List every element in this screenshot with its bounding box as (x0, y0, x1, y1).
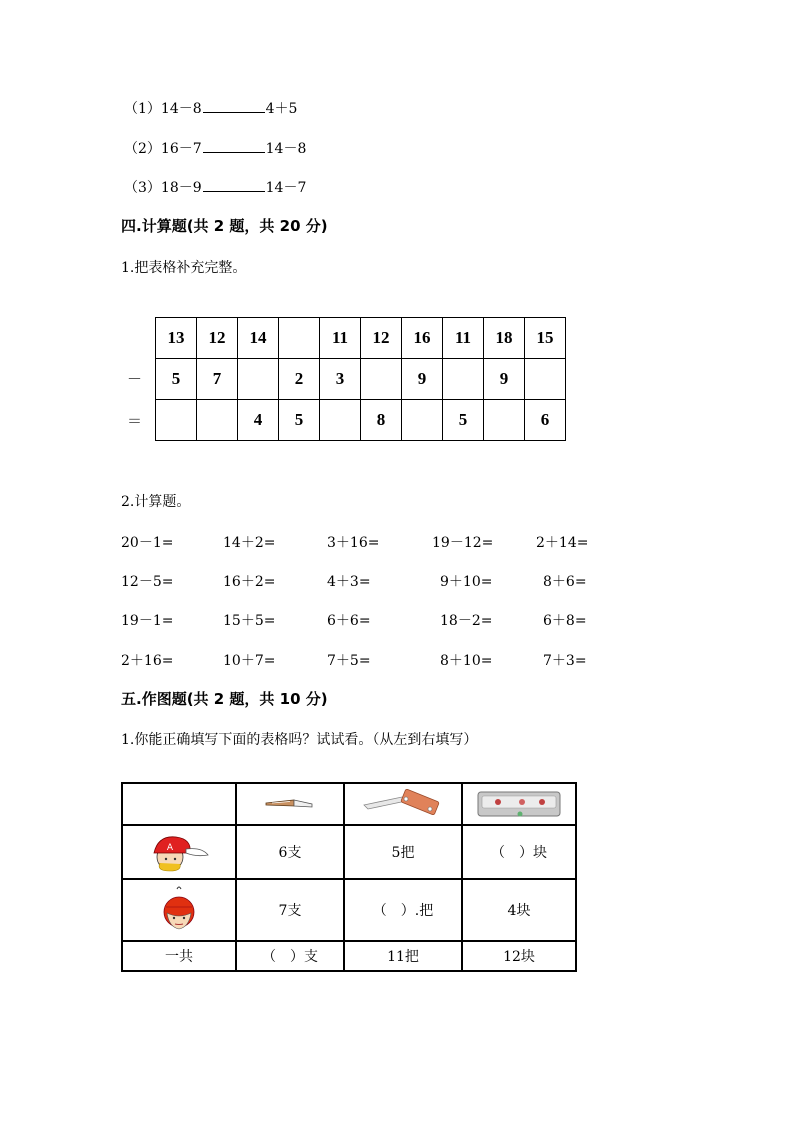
table-row-boy (122, 825, 576, 879)
section5-heading: 五.作图题(共 2 题，共 10 分) (121, 690, 328, 708)
table-cell (236, 783, 344, 825)
table-cell: 11 (320, 318, 361, 359)
table-cell (122, 879, 236, 941)
table-cell: 一共 (122, 941, 236, 971)
compare-left: （3）18－9 (124, 180, 202, 196)
girl-face-icon (157, 885, 201, 935)
table-row-subtrahend (156, 359, 566, 400)
calc-item: 16＋2= (223, 574, 276, 590)
calc-item: 7＋5= (327, 653, 371, 669)
calc-item: 12－5= (121, 574, 174, 590)
table-cell: 14 (238, 318, 279, 359)
table-cell: 9 (484, 359, 525, 400)
table-row-girl (122, 879, 576, 941)
calc-item: 7＋3= (543, 653, 587, 669)
table-cell: 16 (402, 318, 443, 359)
calc-item: 15＋5= (223, 613, 276, 629)
table-cell-answer[interactable]: （ ）支 (236, 941, 344, 971)
table-cell: 6 (525, 400, 566, 441)
calc-item: 2＋16= (121, 653, 174, 669)
answer-blank[interactable] (203, 100, 265, 113)
calc-item: 9＋10= (440, 574, 493, 590)
table-cell: 11把 (344, 941, 462, 971)
table-cell[interactable] (279, 318, 320, 359)
table-cell: 5 (443, 400, 484, 441)
table-cell: 5 (279, 400, 320, 441)
compare-line-1 (124, 98, 297, 118)
table-cell-answer[interactable]: （ ）块 (462, 825, 576, 879)
table-cell (122, 825, 236, 879)
compare-line-2 (124, 138, 306, 158)
boy-cap-icon (146, 831, 212, 873)
table-cell: 5把 (344, 825, 462, 879)
answer-blank[interactable] (203, 179, 265, 192)
compare-right: 14－8 (265, 141, 307, 157)
folding-knife-icon (362, 789, 444, 819)
table-cell: 12 (361, 318, 402, 359)
table-cell[interactable] (238, 359, 279, 400)
table-cell[interactable] (197, 400, 238, 441)
table-cell: 13 (156, 318, 197, 359)
table-cell[interactable] (484, 400, 525, 441)
table-row-minuend (156, 318, 566, 359)
section4-q2: 2.计算题。 (121, 494, 191, 510)
table-cell: 7支 (236, 879, 344, 941)
table-cell-empty (122, 783, 236, 825)
compare-left: （2）16－7 (124, 141, 202, 157)
calc-item: 20－1= (121, 535, 174, 551)
compare-left: （1）14－8 (124, 101, 202, 117)
table-cell: 11 (443, 318, 484, 359)
table-cell[interactable] (156, 400, 197, 441)
calc-item: 6＋6= (327, 613, 371, 629)
table-cell[interactable] (525, 359, 566, 400)
calc-item: 8＋6= (543, 574, 587, 590)
calc-item: 10＋7= (223, 653, 276, 669)
subtraction-table (155, 317, 566, 441)
table-cell: 7 (197, 359, 238, 400)
compare-line-3 (124, 177, 306, 197)
table-cell: 18 (484, 318, 525, 359)
table-cell: 15 (525, 318, 566, 359)
table-cell (344, 783, 462, 825)
pen-icon (264, 795, 316, 813)
table-cell: 12块 (462, 941, 576, 971)
table-row-total (122, 941, 576, 971)
table-cell (462, 783, 576, 825)
equals-sign: ＝ (127, 412, 143, 430)
section4-heading: 四.计算题(共 2 题，共 20 分) (121, 217, 328, 235)
table-cell: 5 (156, 359, 197, 400)
minus-sign: － (127, 370, 143, 388)
calc-item: 19－1= (121, 613, 174, 629)
compare-right: 4＋5 (265, 101, 298, 117)
compare-right: 14－7 (265, 180, 307, 196)
table-cell: 3 (320, 359, 361, 400)
pencil-case-icon (476, 788, 562, 820)
table-row-header (122, 783, 576, 825)
calc-item: 18－2= (440, 613, 493, 629)
table-cell: 4 (238, 400, 279, 441)
table-cell: 6支 (236, 825, 344, 879)
calc-item: 2＋14= (536, 535, 589, 551)
table-cell[interactable] (361, 359, 402, 400)
table-cell: 2 (279, 359, 320, 400)
calc-item: 6＋8= (543, 613, 587, 629)
calc-item: 8＋10= (440, 653, 493, 669)
calc-item: 14＋2= (223, 535, 276, 551)
drawing-table (121, 782, 577, 972)
table-cell[interactable] (320, 400, 361, 441)
calc-item: 19－12= (432, 535, 494, 551)
table-row-difference (156, 400, 566, 441)
svg-text:A: A (166, 843, 174, 853)
table-cell: 9 (402, 359, 443, 400)
table-cell[interactable] (402, 400, 443, 441)
table-cell: 4块 (462, 879, 576, 941)
table-cell: 8 (361, 400, 402, 441)
calc-item: 3＋16= (327, 535, 380, 551)
table-cell-answer[interactable]: （ ）.把 (344, 879, 462, 941)
section5-q1: 1.你能正确填写下面的表格吗？试试看。（从左到右填写） (121, 732, 478, 748)
section4-q1: 1.把表格补充完整。 (121, 260, 247, 276)
table-cell: 12 (197, 318, 238, 359)
table-cell[interactable] (443, 359, 484, 400)
calc-item: 4＋3= (327, 574, 371, 590)
answer-blank[interactable] (203, 140, 265, 153)
